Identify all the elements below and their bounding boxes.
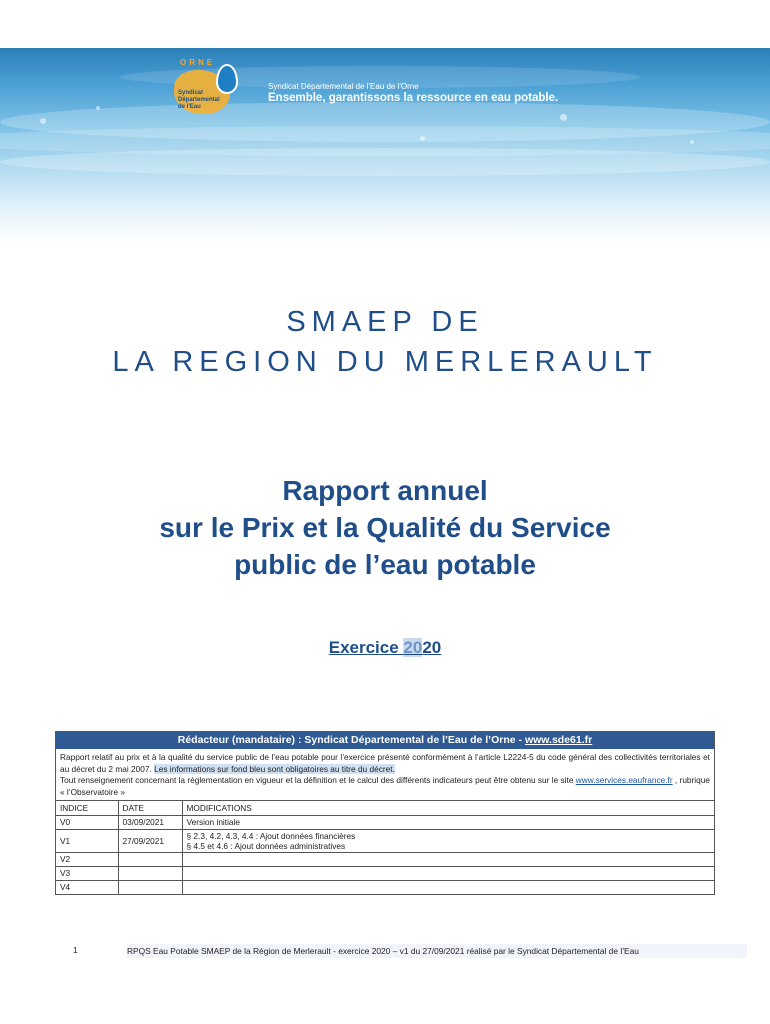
- report-title-line2: sur le Prix et la Qualité du Service: [159, 512, 611, 543]
- water-drop-icon: [216, 64, 238, 94]
- banner-wave: [0, 148, 770, 176]
- version-index: V2: [56, 852, 118, 866]
- table-row: [56, 829, 714, 852]
- table-row: [56, 852, 714, 866]
- footer-text: RPQS Eau Potable SMAEP de la Région de Merlerault - exercice 2020 – v1 du 27/09/2021 réalisé par le Syndicat Départemental de l’Eau: [127, 944, 747, 958]
- report-title-line1: Rapport annuel: [282, 475, 488, 506]
- version-index: V0: [56, 815, 118, 829]
- version-date: 27/09/2021: [118, 829, 182, 852]
- banner-slogan: Ensemble, garantissons la ressource en eau potable.: [268, 92, 559, 104]
- version-date: [118, 852, 182, 866]
- eaufrance-link[interactable]: www.services.eaufrance.fr: [575, 775, 673, 785]
- exercise-label: Exercice: [328, 638, 404, 657]
- version-modification: [182, 880, 714, 894]
- version-date: 03/09/2021: [118, 815, 182, 829]
- exercise-year: [0, 638, 770, 658]
- body-text: Rapport relatif au prix et à la qualité du service public de l’eau potable pour l’exercice présenté conformément à l’article L2224-5 du code général des collectivités territoriales et au décret du 2 mai 2007.: [60, 752, 710, 774]
- table-row: [56, 815, 714, 829]
- table-row: [56, 866, 714, 880]
- banner-bubble: [690, 140, 694, 144]
- page-footer: [55, 944, 715, 958]
- organization-logo: [170, 58, 248, 118]
- banner-organization: Syndicat Départemental de l'Eau de l'Orne: [268, 82, 419, 91]
- version-index: V1: [56, 829, 118, 852]
- version-modification: [182, 866, 714, 880]
- page-number: 1: [73, 945, 78, 955]
- document-title-line2: LA REGION DU MERLERAULT: [112, 346, 658, 378]
- header-banner: [0, 48, 770, 244]
- version-date: [118, 880, 182, 894]
- exercise-year-highlight: 20: [403, 638, 423, 657]
- info-table-body: [56, 749, 714, 801]
- version-index: V4: [56, 880, 118, 894]
- banner-bubble: [420, 136, 425, 141]
- column-header: INDICE: [56, 801, 118, 815]
- banner-bubble: [560, 114, 567, 121]
- mandatory-note: Les informations sur fond bleu sont obligatoires au titre du décret.: [154, 763, 395, 774]
- banner-bubble: [40, 118, 46, 124]
- versions-header-row: [56, 801, 714, 815]
- version-modification: [182, 852, 714, 866]
- modification-line: § 4.5 et 4.6 : Ajout données administratives: [186, 840, 346, 851]
- sde61-link[interactable]: www.sde61.fr: [524, 734, 593, 746]
- modification-line: § 2.3, 4.2, 4.3, 4.4 : Ajout données financières: [186, 830, 356, 841]
- logo-text: Syndicat Départemental de l'Eau: [178, 90, 220, 110]
- document-title-line1: SMAEP DE: [286, 306, 484, 338]
- body-text: , rubrique « l’Observatoire »: [60, 775, 710, 797]
- version-modification: [182, 829, 714, 852]
- author-label: Rédacteur (mandataire) : Syndicat Départemental de l’Eau de l’Orne -: [177, 734, 525, 746]
- version-date: [118, 866, 182, 880]
- banner-bubble: [96, 106, 100, 110]
- version-modification: Version initiale: [182, 815, 714, 829]
- report-title: [0, 472, 770, 583]
- body-text: Tout renseignement concernant la réglementation en vigueur et la définition et le calcul des différents indicateurs peut être obtenu sur le site: [60, 775, 576, 785]
- column-header: MODIFICATIONS: [182, 801, 714, 815]
- version-index: V3: [56, 866, 118, 880]
- info-table-header: [56, 732, 714, 749]
- report-title-line3: public de l’eau potable: [234, 549, 536, 580]
- exercise-year-rest: 20: [422, 638, 442, 657]
- column-header: DATE: [118, 801, 182, 815]
- info-table: [55, 731, 715, 895]
- table-row: [56, 880, 714, 894]
- logo-word: ORNE: [180, 58, 216, 67]
- versions-table: [56, 801, 714, 894]
